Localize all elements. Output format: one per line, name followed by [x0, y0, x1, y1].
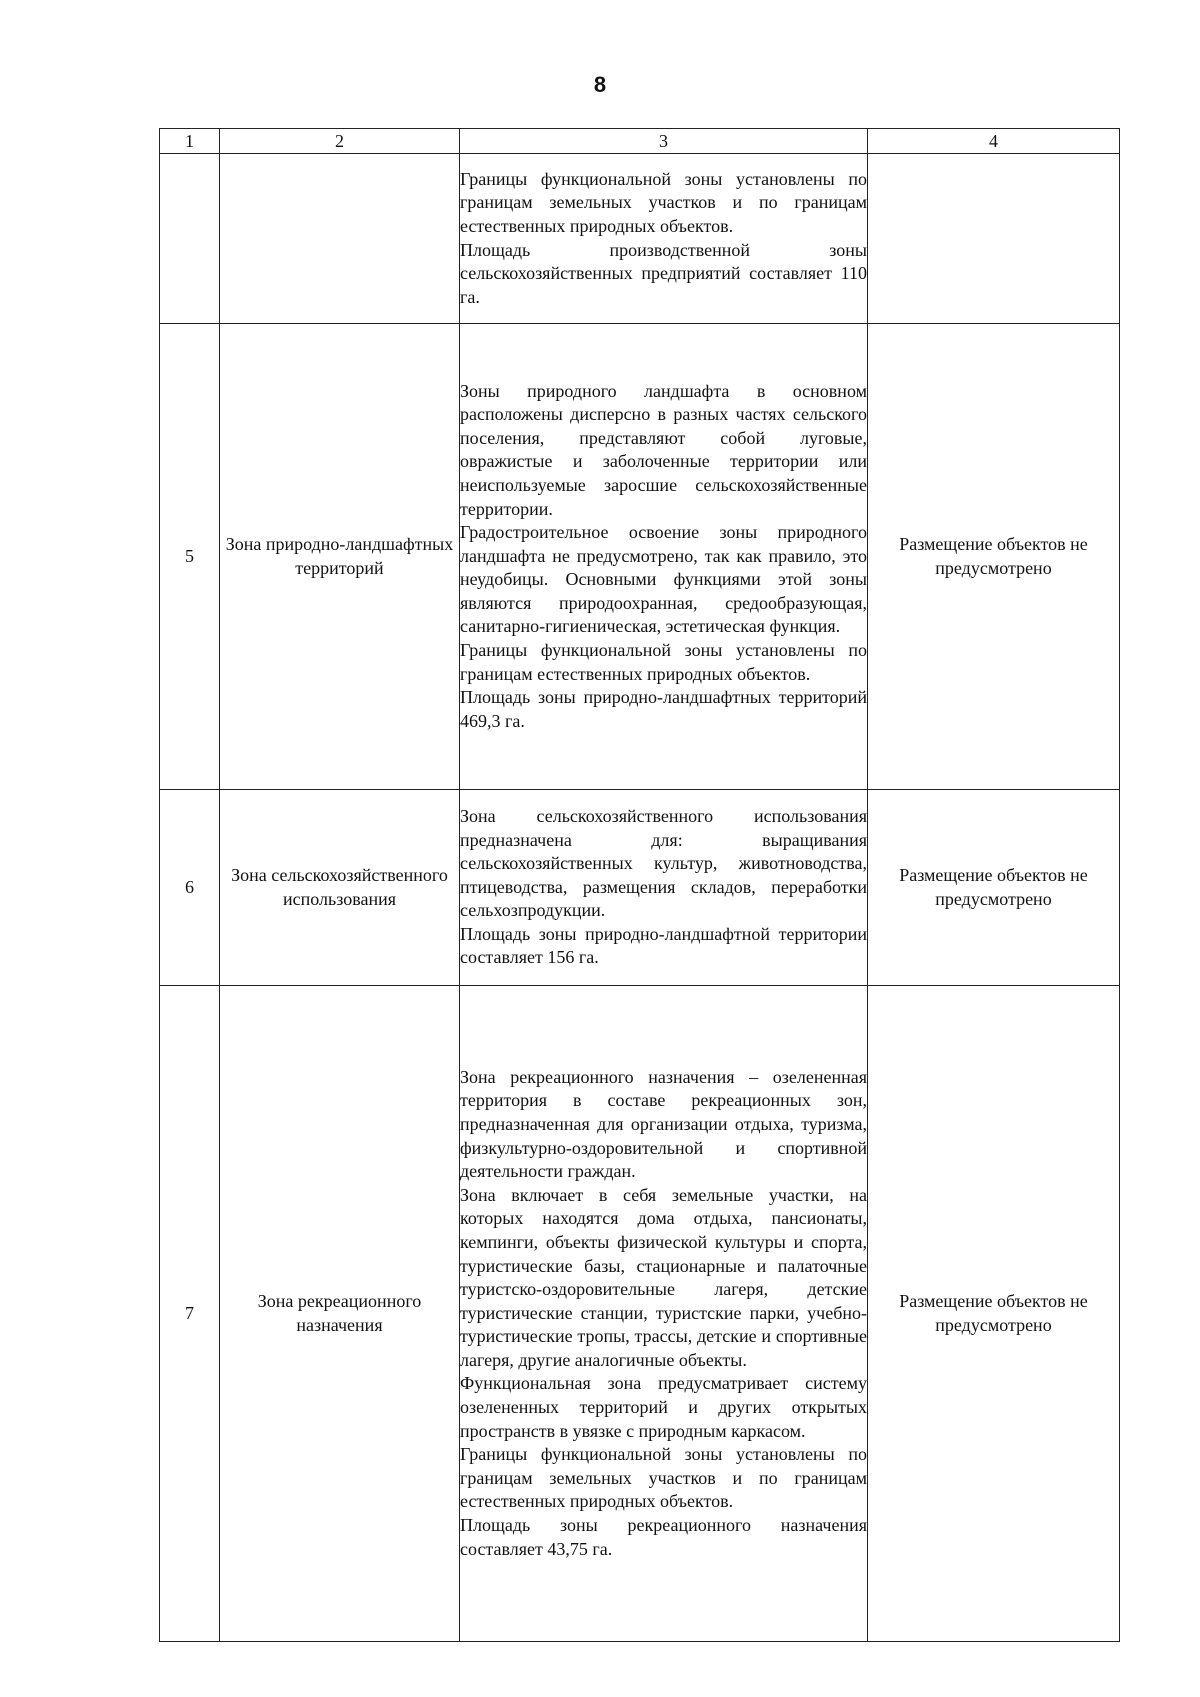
placement-cell: Размещение объектов не предусмотрено: [868, 324, 1120, 790]
zone-description-cell: [460, 986, 868, 1642]
table-row: [160, 790, 1120, 986]
zone-description-cell: [460, 324, 868, 790]
zone-name-cell: Зона рекреационного назначения: [220, 986, 460, 1642]
description-paragraph: Площадь зоны природно-ландшафтных территорий 469,3 га.: [460, 687, 867, 731]
column-header: 1: [160, 129, 220, 154]
description-paragraph: Зоны природного ландшафта в основном расположены дисперсно в разных частях сельского поселения, представляют собой луговые, овражистые и заболоченные территории или неиспользуемые заросшие сельскохозяйственные территории.: [460, 380, 867, 519]
description-paragraph: Границы функциональной зоны установлены по границам естественных природных объектов.: [460, 640, 867, 684]
row-number-cell: 7: [160, 986, 220, 1642]
row-number-cell: 6: [160, 790, 220, 986]
zone-description-cell: [460, 154, 868, 324]
description-paragraph: Границы функциональной зоны установлены по границам земельных участков и по границам естественных природных объектов.: [460, 168, 867, 236]
table-header-row: [160, 129, 1120, 154]
placement-cell: [868, 154, 1120, 324]
table-row: [160, 986, 1120, 1642]
description-paragraph: Функциональная зона предусматривает систему озелененных территорий и других открытых пространств в увязке с природным каркасом.: [460, 1373, 867, 1441]
description-paragraph: Градостроительное освоение зоны природного ландшафта не предусмотрено, так как правило, это неудобицы. Основными функциями этой зоны являются природоохранная, средообразующая, санитарно-гигиеническая, эстетическая функция.: [460, 522, 867, 637]
description-paragraph: Площадь зоны рекреационного назначения составляет 43,75 га.: [460, 1515, 867, 1559]
column-header: 4: [868, 129, 1120, 154]
zone-name-cell: Зона природно-ландшафтных территорий: [220, 324, 460, 790]
description-paragraph: Площадь зоны природно-ландшафтной территории составляет 156 га.: [460, 923, 867, 968]
description-paragraph: Зона включает в себя земельные участки, на которых находятся дома отдыха, пансионаты, кемпинги, объекты физической культуры и спорта, туристические базы, стационарные и палаточные туристско-оздоровительные лагеря, детские туристические станции, туристские парки, учебно-туристические тропы, трассы, детские и спортивные лагеря, другие аналогичные объекты.: [460, 1184, 867, 1370]
table-row-continuation: [160, 154, 1120, 324]
table-row: [160, 324, 1120, 790]
placement-cell: Размещение объектов не предусмотрено: [868, 986, 1120, 1642]
description-paragraph: Зона сельскохозяйственного использования предназначена для: выращивания сельскохозяйственных культур, животноводства, птицеводства, размещения складов, переработки сельхозпродукции.: [460, 805, 867, 921]
page-number: 8: [593, 72, 607, 97]
description-paragraph: Границы функциональной зоны установлены по границам земельных участков и по границам естественных природных объектов.: [460, 1444, 867, 1512]
zone-description-cell: [460, 790, 868, 986]
zones-table: [159, 128, 1120, 1642]
description-paragraph: Зона рекреационного назначения – озелененная территория в составе рекреационных зон, предназначенная для организации отдыха, туризма, физкультурно-оздоровительной и спортивной деятельности граждан.: [460, 1066, 867, 1182]
column-header: 3: [460, 129, 868, 154]
row-number-cell: [160, 154, 220, 324]
zone-name-cell: [220, 154, 460, 324]
placement-cell: Размещение объектов не предусмотрено: [868, 790, 1120, 986]
zone-name-cell: Зона сельскохозяйственного использования: [220, 790, 460, 986]
row-number-cell: 5: [160, 324, 220, 790]
description-paragraph: Площадь производственной зоны сельскохозяйственных предприятий составляет 110 га.: [460, 239, 867, 307]
column-header: 2: [220, 129, 460, 154]
